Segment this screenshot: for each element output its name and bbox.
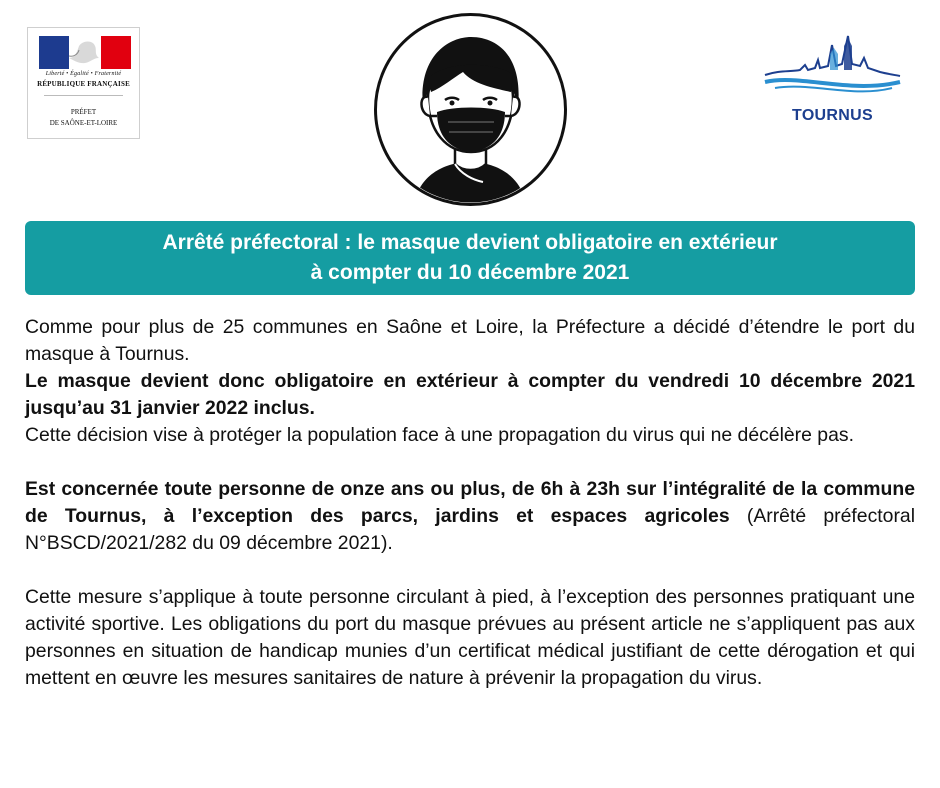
republic-text: RÉPUBLIQUE FRANÇAISE — [37, 80, 130, 88]
paragraph-obligation — [25, 368, 915, 422]
paragraph-scope — [25, 476, 915, 557]
banner-line-1: Arrêté préfectoral : le masque devient obligatoire en extérieur — [162, 231, 778, 254]
scope-bold-text: Est concernée toute personne de onze ans ou plus, de 6h à 23h sur l’intégralité de la commune de Tournus, à l’exception des parcs, jardins et espaces agricoles — [25, 478, 915, 527]
obligation-text: Le masque devient donc obligatoire en extérieur à compter du vendredi 10 décembre 2021 jusqu’au 31 janvier 2022 inclus. — [25, 370, 915, 419]
paragraph-exceptions: Cette mesure s’applique à toute personne circulant à pied, à l’exception des personnes pratiquant une activité sportive. Les obligations du port du masque prévues au présent article ne s’appliquent pas aux personnes en situation de handicap munies d’un certificat médical justifiant de cette dérogation et qui mettent en œuvre les mesures sanitaires de nature à prévenir la propagation du virus. — [25, 586, 915, 689]
spacer — [25, 449, 915, 476]
prefet-line-2: DE SAÔNE-ET-LOIRE — [49, 119, 118, 127]
prefecture-logo — [27, 27, 140, 139]
tournus-name: TOURNUS — [792, 107, 873, 124]
divider — [44, 95, 123, 96]
marianne-icon — [39, 36, 131, 69]
banner-line-2: à compter du 10 décembre 2021 — [310, 261, 630, 284]
tournus-skyline-icon — [760, 30, 905, 105]
prefet-text — [28, 107, 139, 129]
paragraph-reason: Cette décision vise à protéger la population face à une propagation du virus qui ne décélère pas. — [25, 424, 854, 446]
announcement-body — [25, 314, 915, 692]
prefet-line-1: PRÉFET — [70, 108, 97, 116]
person-wearing-mask-icon — [373, 12, 568, 207]
scope-reference-text: (Arrêté préfectoral N°BSCD/2021/282 du 09 décembre 2021). — [25, 505, 916, 554]
tournus-logo — [760, 30, 905, 130]
paragraph-intro: Comme pour plus de 25 communes en Saône et Loire, la Préfecture a décidé d’étendre le port du masque à Tournus. — [25, 316, 915, 365]
title-banner — [25, 221, 915, 295]
motto-text: Liberté • Égalité • Fraternité — [45, 71, 122, 77]
spacer — [25, 557, 915, 584]
